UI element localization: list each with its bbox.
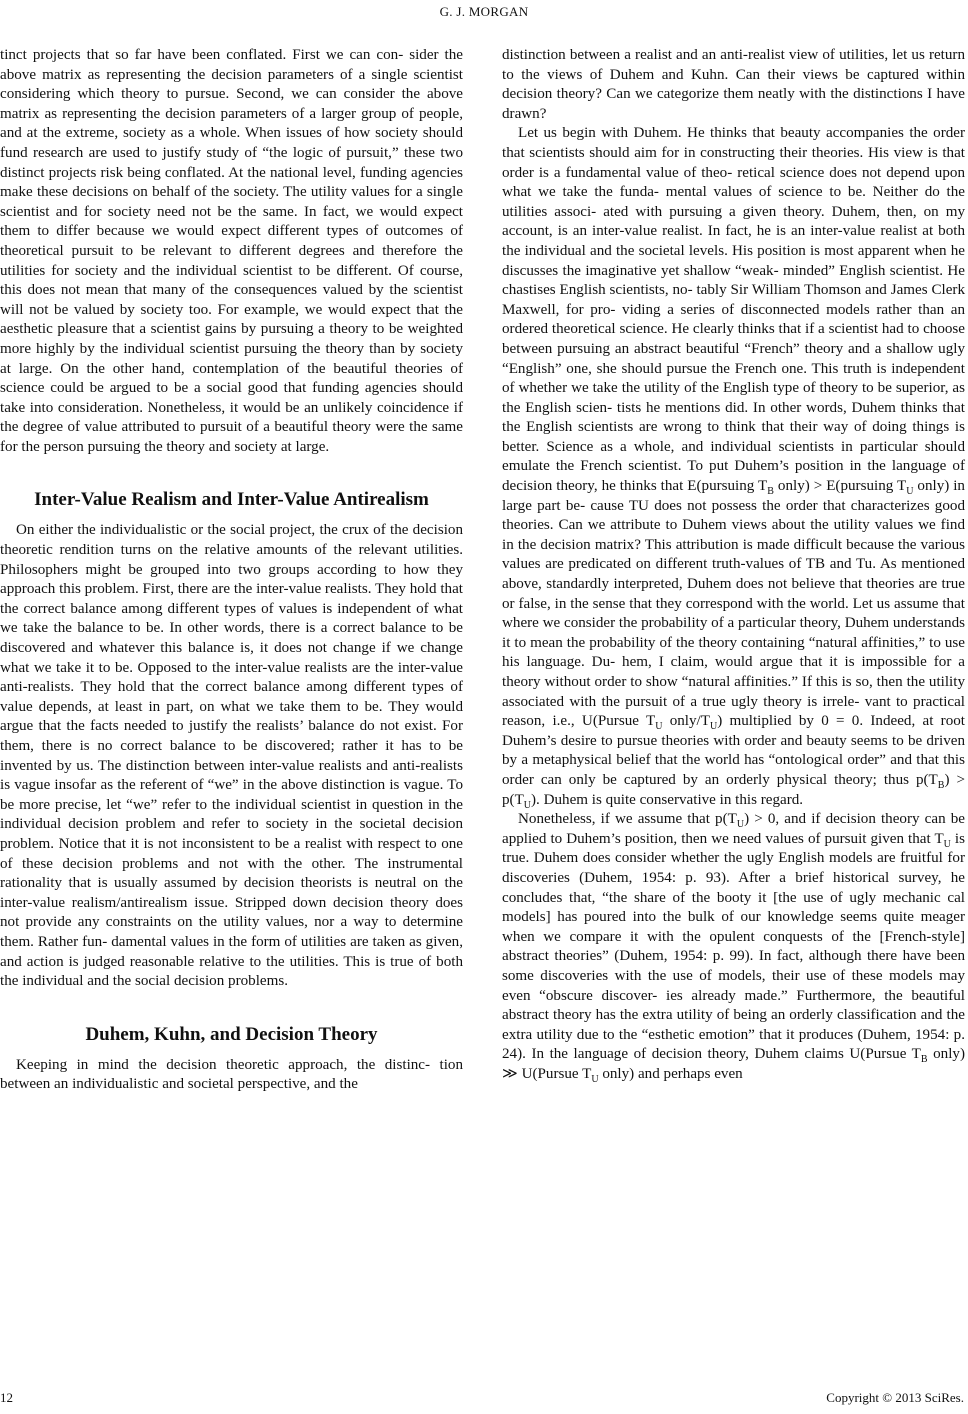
paragraph: tinct projects that so far have been conflated. First we can con- sider the above matrix as representing the decision parameters of a single scientist considering which theory to pursue. Second, we can consider the above matrix as representing the decision parameters of a larger group of people, and at the extreme, society as a whole. When issues of how society should fund research are used to justify study of “the logic of pursuit,” these two distinct projects risk being conflated. At the national level, funding agencies make these decisions on behalf of the society. The utility values for a single scientist and for society need not be the same. In fact, we would expect them to differ because we would expect different types of outcomes of theoretical pursuit to be relevant to different degrees and therefore the utilities for society and the individual scientist to be different. Of course, this does not mean that many of the consequences valued by the scientist will not be valued by society too. For example, we would expect that the aesthetic pleasure that a scientist gains by pursuing a theory to be weighted more highly by the individual scientist pursuing the theory than by society at large. On the other hand, contemplation of the beautiful theories of science could be argued to be a social good that funding agencies should take into consideration. Nonetheless, it would be an unlikely coincidence if the degree of value attributed to pursuit of a beautiful theory were the same for the person pursuing the theory and society at large. bbox=[0, 47, 463, 455]
text-run: only) in large part be- cause TU does not possess the order that characterizes good theories. Can we attribute to Duhem views about the utility values we find in the decision matrix? This attribution is made difficult because the various values are predicated on different truth-values of TB and Tu. As mentioned above, standardly interpreted, Duhem does not believe that theories are true or false, in the sense that they correspond with the world. Let us assume that where we consider the probability of a particular theory, Duhem understands it to mean the probability of the theory containing “natural affinities,” to use his language. Du- hem, I claim, would argue that it is impossible for a theory without order to show “natural affinities.” If this is so, then the utility associated with the pursuit of a true ugly theory is irrele- vant to practical reason, i.e., U(Pursue T bbox=[502, 478, 965, 730]
subscript: U bbox=[709, 721, 718, 733]
right-column bbox=[502, 46, 965, 1084]
text-run: ). Duhem is quite conservative in this regard. bbox=[531, 791, 804, 808]
paragraph bbox=[502, 810, 965, 1084]
text-run: ) > 0, and if decision theory can be applied to Duhem’s position, then we need values of pursuit given that T bbox=[502, 811, 965, 847]
text-run: is true. Duhem does consider whether the ugly English models are fruitful for discoveries (Duhem, 1954: p. 93). After a brief historical survey, he concludes that, “the share of the booty it [the use of ugly mechanic cal models] has poured into the bulk of our knowledge seems quite meager when we compare it with the opulent conquests of the [French-style] abstract theories” (Duhem, 1954: p. 99). In fact, although there have been some discoveries with the use of models, their use of these models may even “obscure discover- ies already made.” Furthermore, the beautiful abstract theory has the extra utility of being an orderly classification and the extra utility due to the “esthetic emotion” that it produces (Duhem, 1954: p. 24). In the language of decision theory, Duhem claims U(Pursue T bbox=[502, 830, 966, 1063]
copyright-notice: Copyright © 2013 SciRes. bbox=[826, 1390, 964, 1405]
subscript: U bbox=[591, 1073, 599, 1085]
text-run: ) multiplied by 0 = 0. Indeed, at root Duhem’s desire to pursue theories with order and beauty seems to be driven by a metaphysical belief that the world has “ontological order” and that this order can only be captured by an orderly physical theory; thus p(T bbox=[502, 713, 965, 788]
text-run: only) and perhaps even bbox=[598, 1065, 743, 1082]
subscript: B bbox=[767, 486, 774, 498]
section-heading: Inter-Value Realism and Inter-Value Antirealism bbox=[34, 489, 429, 511]
subscript: B bbox=[937, 779, 945, 791]
subscript: U bbox=[523, 799, 532, 811]
text-run: only) > E(pursuing T bbox=[773, 478, 907, 495]
subscript: B bbox=[920, 1054, 928, 1066]
text-run: only/T bbox=[662, 713, 710, 730]
left-column bbox=[0, 46, 463, 1095]
subscript: U bbox=[943, 838, 951, 850]
section-heading: Duhem, Kuhn, and Decision Theory bbox=[85, 1023, 378, 1045]
paragraph bbox=[502, 124, 965, 810]
subscript: U bbox=[906, 486, 914, 498]
text-run: ) > p(T bbox=[502, 771, 965, 808]
running-head: G. J. MORGAN bbox=[439, 4, 529, 19]
subscript: U bbox=[655, 721, 663, 733]
subscript: U bbox=[736, 819, 745, 831]
paragraph: Keeping in mind the decision theoretic approach, the distinc- tion between an individualistic and societal perspective, and the bbox=[0, 1056, 463, 1093]
paragraph: distinction between a realist and an anti-realist view of utilities, let us return to the views of Duhem and Kuhn. Can their views be captured within decision theory? Can we categorize them neatly with the distinctions I have drawn? bbox=[502, 47, 965, 122]
text-run: Nonetheless, if we assume that p(T bbox=[518, 811, 737, 828]
page-number: 12 bbox=[0, 1390, 13, 1405]
text-run: Let us begin with Duhem. He thinks that beauty accompanies the order that scientists should aim for in constructing their theories. His view is that order is a fundamental value of theo- retical science does not depend upon what we take the funda- mental values of science to be. Neither do the utilities associ- ated with pursuing a given theory. Duhem, then, on my account, is an inter-value realist. In fact, he is an inter-value realist at both the individual and the societal levels. His position is most apparent when he discusses the imaginative yet shallow “weak- minded” English scientist. He chastises English scientists, no- tably Sir William Thomson and James Clerk Maxwell, for pro- viding a series of disconnected models rather than an ordered theoretical science. He clearly thinks that if a scientist had to choose between pursuing an abstract beautiful “French” theory and a shallow ugly “English” one, she should pursue the French one. This truth is independent of whether we take the utility of the English type of theory to be superior, as the English scien- tists he mentions did. In other words, Duhem thinks that the English scientists are wrong to think that their way of doing things is better. Science as a whole, and individual scientists in particular should emulate the French scientist. To put Duhem’s position in the language of decision theory, he thinks that E(pursuing T bbox=[502, 125, 965, 495]
paragraph: On either the individualistic or the social project, the crux of the decision theoretic rendition turns on the relative amounts of the relevant utilities. Philosophers might be grouped into two groups according to how they approach this problem. First, there are the inter-value realists. They hold that the correct balance among different types of values is independent of what we take the balance to be. In other words, there is a correct balance to be discovered and whatever this balance is, it does not change if we change what we take it to be. Opposed to the inter-value realists are the inter-value anti-realists. They hold that the correct balance among different types of value depends, at least in part, on what we take them to be. They would argue that the facts needed to justify the realists’ balance do not exist. For them, there is no correct balance to be discovered; rather it has to be invented by us. The distinction between inter-value realists and anti-realists is vague insofar as the referent of “we” in the above distinction is vague. To be more precise, let “we” refer to the individual scientist in question in the individual decision problem and refer to society in the societal decision problem. Notice that it is not inconsistent to be a realist with respect to one of these decision problems and not with the other. The instrumental rationality that is usually assumed by decision theorists is neutral on the inter-value realism/antirealism issue. Stripped down decision theory does not provide any constraints on the utility values, nor a way to determine them. Rather fun- damental values in the form of utilities are taken as given, and action is judged reasonable relative to the utilities. This is true of both the individual and the social decision problems. bbox=[0, 522, 463, 990]
text-run: only) ≫ U(Pursue T bbox=[502, 1046, 965, 1082]
